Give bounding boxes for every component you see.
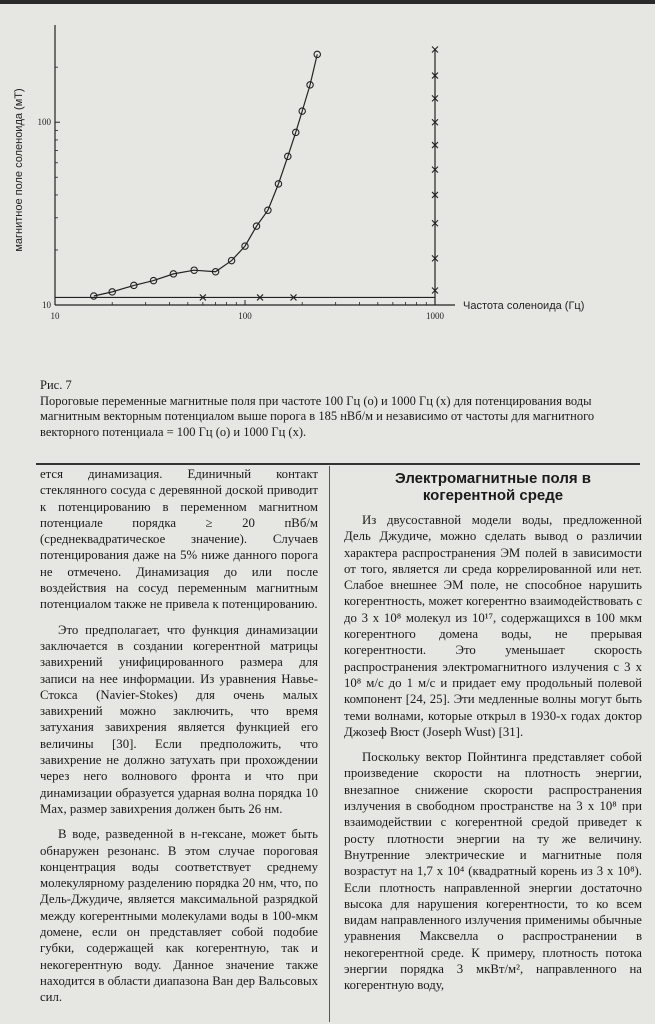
- paragraph: Из двусоставной модели воды, предложенной Дель Джудиче, можно сделать вывод о различии характера распространения ЭМ полей в зависимости от того, является ли среда коррелированной или нет. Слабое внешнее ЭМ поле, не способное нарушить когерентность, может когерентно взаимодействовать с до 3 х 10⁸ молекул из 10¹⁷, содержащихся в 100 мкм когерентного домена воды, не прерывая когерентности. Это уменьшает скорость распространения электромагнитного излучения с 3 х 10⁸ м/с до 1 м/с и придает ему продольный полевой компонент [24, 25]. Эти медленные волны могут быть теми волнами, которые открыл в 1930-х годах доктор Джозеф Вюст (Joseph Wust) [31].: [344, 513, 642, 739]
- x-axis-label: Частота соленоида (Гц): [463, 300, 585, 312]
- paragraph: В воде, разведенной в н-гексане, может быть обнаружен резонанс. В этом случае пороговая концентрация воды соответствует среднему молекулярному разделению порядка 20 нм, что, по Дель-Джудиче, является максимальной разрядкой между когерентными молекулами воды в 100-мкм домене, если он представляет собой подобие губки, содержащей как когерентную, так и некогерентную воду. Данное значение также находится в области диапазона Ван дер Вальсовых сил.: [40, 827, 318, 1005]
- series-o-curve: [94, 54, 317, 296]
- section-heading: [344, 470, 642, 504]
- column-divider: [329, 466, 330, 1022]
- paragraph: Это предполагает, что функция динамизации заключается в создании когерентной матрицы завихрений унифицированного размера для записи на нее информации. Из уравнения Навье-Стокса (Navier-Stokes) для очень малых завихрений можно заключить, что время затухания завихрения является функцией его величины [30]. Если предположить, что завихрение не должно затухать при прохождении через него волнового фронта и что при динамизации образуется ударная волна порядка 10 Мах, размер завихрения должен быть 26 нм.: [40, 622, 318, 816]
- y-axis-label: магнитное поле соленоида (мТ): [13, 88, 25, 252]
- x-tick-label: 100: [238, 311, 252, 321]
- figure-chart: [0, 0, 655, 360]
- right-column: [344, 512, 642, 1003]
- x-tick-label: 1000: [426, 311, 444, 321]
- y-tick-label: 10: [42, 300, 51, 310]
- left-column: [40, 466, 318, 1015]
- figure-label: Рис. 7: [40, 378, 72, 392]
- section-divider: [36, 463, 640, 465]
- chart-svg: [0, 0, 655, 360]
- x-tick-label: 10: [50, 311, 60, 321]
- figure-caption-text: Пороговые переменные магнитные поля при частоте 100 Гц (о) и 1000 Гц (х) для потенцирования воды магнитным векторным потенциалом выше порога в 185 нВб/м и независимо от частоты для магнитного векторного потенциала = 100 Гц (о) и 1000 Гц (х).: [40, 393, 595, 439]
- figure-caption: [40, 378, 620, 440]
- paragraph: Поскольку вектор Пойнтинга представляет собой произведение скорости на плотность энергии, внезапное снижение скорости распространения излучения в свободном пространстве на 3 х 10⁸ при взаимодействии с когерентной средой приведет к росту плотности энергии на ту же величину. Внутренние электрические и магнитные поля возрастут на 1,7 х 10⁴ (квадратный корень из 3 х 10⁸). Если плотность направленной энергии достаточно высока для нарушения когерентности, то ко всем видам направленного излучения применимы обычные уравнения Максвелла о распространении в некогерентной среде. К примеру, плотность потока энергии порядка 3 мкВт/м², направленного на когерентную воду,: [344, 750, 642, 993]
- paragraph: ется динамизация. Единичный контакт стеклянного сосуда с деревянной доской приводит к потенцированию в переменном магнитном потенциале порядка ≥ 20 пВб/м (среднеквадратическое значение). Случаев потенцирования даже на 5% ниже данного порога не отмечено. Динамизация до или после воздействия на сосуд переменным магнитным потенциалом также не привела к потенцированию.: [40, 467, 318, 612]
- section-heading-line: когерентной среде: [422, 487, 564, 504]
- section-heading-line: Электромагнитные поля в: [395, 470, 591, 487]
- y-tick-label: 100: [37, 117, 51, 128]
